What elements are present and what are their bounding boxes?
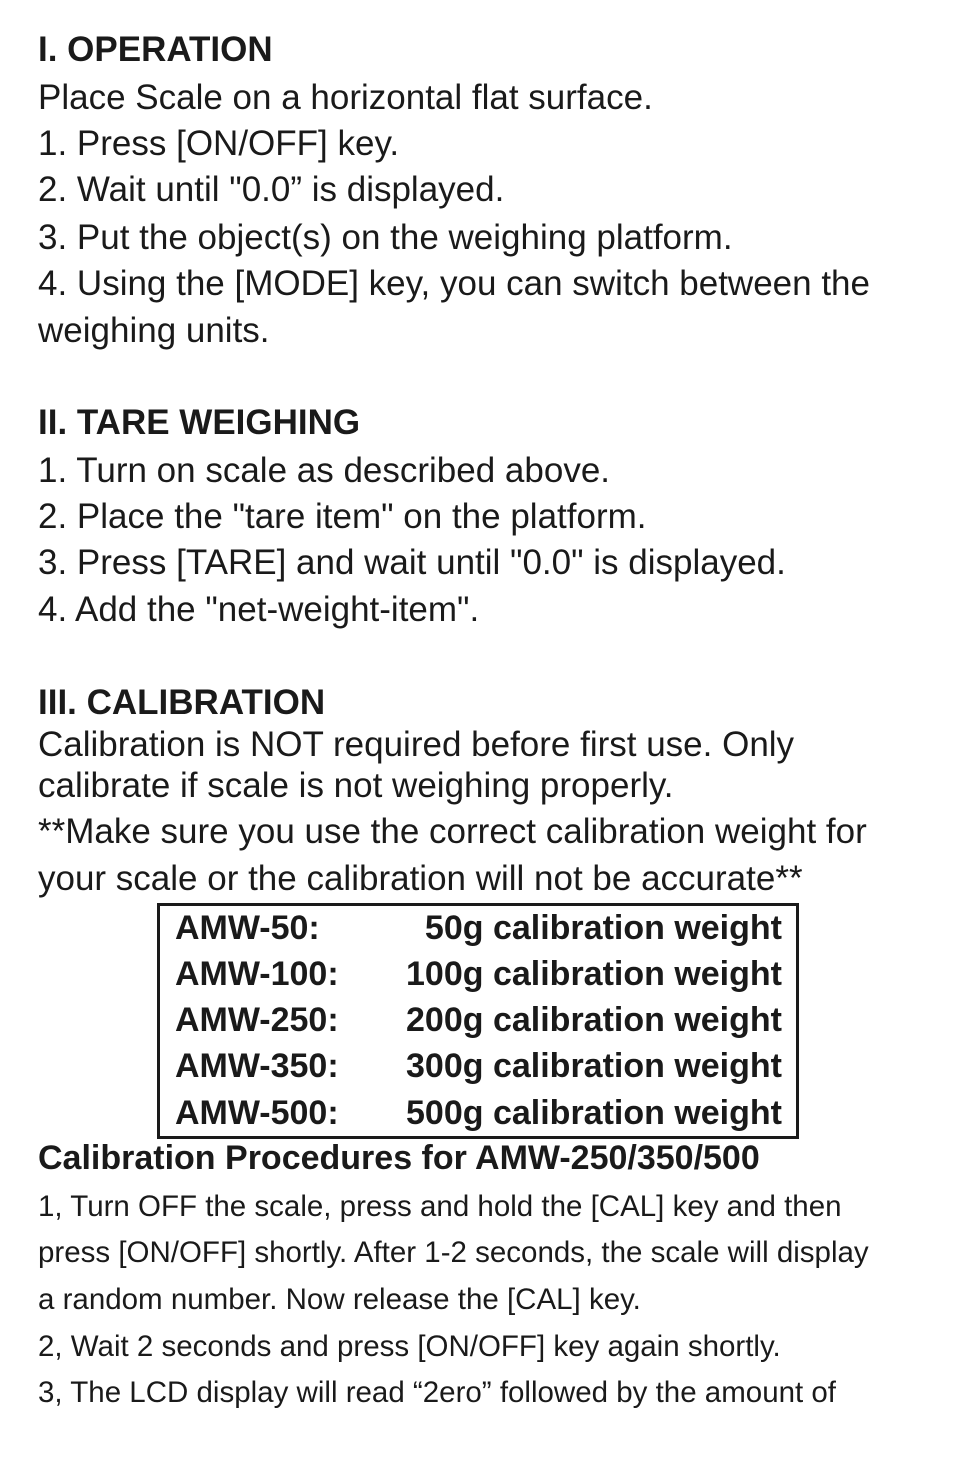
weight-model: AMW-250: <box>175 1001 339 1039</box>
weight-description: 100g calibration weight <box>406 955 782 993</box>
operation-heading: I. OPERATION <box>38 30 273 69</box>
calibration-heading: III. CALIBRATION <box>38 683 326 722</box>
tare-step: 2. Place the "tare item" on the platform. <box>38 497 647 536</box>
weight-model: AMW-350: <box>175 1047 339 1085</box>
weight-model: AMW-100: <box>175 955 339 993</box>
weight-row <box>160 1046 796 1086</box>
tare-step: 1. Turn on scale as described above. <box>38 451 611 490</box>
procedure-line: press [ON/OFF] shortly. After 1-2 seconds, the scale will display <box>38 1236 869 1269</box>
operation-intro: Place Scale on a horizontal flat surface. <box>38 78 653 117</box>
procedures-heading: Calibration Procedures for AMW-250/350/500 <box>38 1139 760 1177</box>
calibration-warning: **Make sure you use the correct calibration weight for <box>38 812 867 851</box>
weight-description: 500g calibration weight <box>406 1094 782 1132</box>
operation-step: 3. Put the object(s) on the weighing platform. <box>38 218 733 257</box>
calibration-weights-table <box>157 903 799 1139</box>
weight-description: 200g calibration weight <box>406 1001 782 1039</box>
calibration-intro: Calibration is NOT required before first use. Only <box>38 725 795 764</box>
tare-step: 4. Add the "net-weight-item". <box>38 590 480 629</box>
weight-row <box>160 1000 796 1040</box>
procedure-line: a random number. Now release the [CAL] key. <box>38 1283 641 1316</box>
weight-model: AMW-50: <box>175 909 320 947</box>
tare-heading: II. TARE WEIGHING <box>38 403 361 442</box>
tare-step: 3. Press [TARE] and wait until "0.0" is displayed. <box>38 543 786 582</box>
weight-description: 300g calibration weight <box>406 1047 782 1085</box>
procedure-line: 1, Turn OFF the scale, press and hold the [CAL] key and then <box>38 1190 842 1223</box>
weight-row <box>160 954 796 994</box>
operation-step: 2. Wait until "0.0” is displayed. <box>38 170 505 209</box>
weight-row <box>160 908 796 948</box>
weight-model: AMW-500: <box>175 1094 339 1132</box>
operation-step: 4. Using the [MODE] key, you can switch between the <box>38 264 870 303</box>
calibration-intro: calibrate if scale is not weighing properly. <box>38 766 674 805</box>
operation-step: 1. Press [ON/OFF] key. <box>38 124 400 163</box>
procedure-line: 2, Wait 2 seconds and press [ON/OFF] key again shortly. <box>38 1330 781 1363</box>
procedure-line: 3, The LCD display will read “2ero” followed by the amount of <box>38 1376 836 1409</box>
calibration-warning: your scale or the calibration will not be accurate** <box>38 859 803 898</box>
operation-step: weighing units. <box>38 311 270 350</box>
weight-row <box>160 1093 796 1133</box>
weight-description: 50g calibration weight <box>424 909 782 947</box>
